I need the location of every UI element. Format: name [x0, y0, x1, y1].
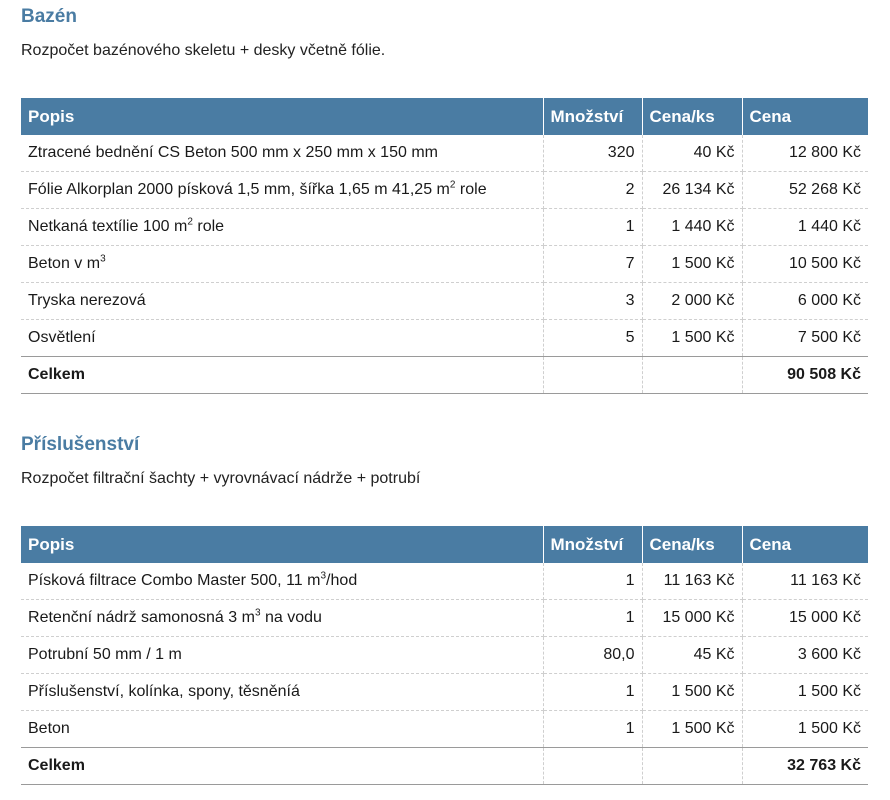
- cell-price: 52 268 Kč: [742, 172, 868, 209]
- cell-qty: 1: [543, 563, 642, 600]
- table-row: [21, 135, 868, 172]
- cell-unit-price: 40 Kč: [642, 135, 742, 172]
- cell-price: 11 163 Kč: [742, 563, 868, 600]
- header-mnozstvi: Množství: [543, 526, 642, 563]
- cell-qty: 1: [543, 209, 642, 246]
- header-popis: Popis: [21, 98, 543, 135]
- empty-cell: [642, 748, 742, 785]
- table-row: [21, 637, 868, 674]
- cell-unit-price: 1 500 Kč: [642, 674, 742, 711]
- budget-table: [21, 98, 868, 394]
- total-value: 32 763 Kč: [742, 748, 868, 785]
- cell-qty: 1: [543, 600, 642, 637]
- cell-desc: Beton: [21, 711, 543, 748]
- cell-price: 1 440 Kč: [742, 209, 868, 246]
- table-row: [21, 711, 868, 748]
- table-row: [21, 246, 868, 283]
- cell-qty: 3: [543, 283, 642, 320]
- cell-desc: Tryska nerezová: [21, 283, 543, 320]
- cell-desc: Retenční nádrž samonosná 3 $m^3$ na vodu: [21, 600, 543, 637]
- cell-desc: Netkaná textílie 100 $m^2$ role: [21, 209, 543, 246]
- cell-desc: Osvětlení: [21, 320, 543, 357]
- header-mnozstvi: Množství: [543, 98, 642, 135]
- cell-desc: Příslušenství, kolínka, spony, těsněníá: [21, 674, 543, 711]
- table-row: [21, 283, 868, 320]
- empty-cell: [543, 357, 642, 394]
- header-cena: Cena: [742, 98, 868, 135]
- table-row: [21, 563, 868, 600]
- cell-price: 15 000 Kč: [742, 600, 868, 637]
- cell-unit-price: 11 163 Kč: [642, 563, 742, 600]
- cell-desc: Beton v $m^3$: [21, 246, 543, 283]
- cell-desc: Ztracené bednění CS Beton 500 mm x 250 mm x 150 mm: [21, 135, 543, 172]
- cell-price: 7 500 Kč: [742, 320, 868, 357]
- table-row: [21, 209, 868, 246]
- cell-qty: 1: [543, 674, 642, 711]
- table-row: [21, 600, 868, 637]
- table-header-row: [21, 98, 868, 135]
- cell-unit-price: 15 000 Kč: [642, 600, 742, 637]
- total-row: [21, 357, 868, 394]
- section-title: Bazén: [21, 6, 77, 27]
- cell-qty: 2: [543, 172, 642, 209]
- cell-qty: 5: [543, 320, 642, 357]
- cell-price: 1 500 Kč: [742, 674, 868, 711]
- total-label: Celkem: [21, 748, 543, 785]
- cell-desc: Fólie Alkorplan 2000 písková 1,5 mm, šířka 1,65 m 41,25 $m^2$ role: [21, 172, 543, 209]
- cell-unit-price: 1 500 Kč: [642, 320, 742, 357]
- section-description: Rozpočet bazénového skeletu + desky včetně fólie.: [21, 42, 386, 59]
- cell-unit-price: 1 500 Kč: [642, 711, 742, 748]
- cell-price: 3 600 Kč: [742, 637, 868, 674]
- cell-unit-price: 45 Kč: [642, 637, 742, 674]
- total-label: Celkem: [21, 357, 543, 394]
- cell-unit-price: 26 134 Kč: [642, 172, 742, 209]
- cell-unit-price: 1 500 Kč: [642, 246, 742, 283]
- cell-price: 12 800 Kč: [742, 135, 868, 172]
- table-row: [21, 320, 868, 357]
- section-description: Rozpočet filtrační šachty + vyrovnávací nádrže + potrubí: [21, 470, 421, 487]
- empty-cell: [642, 357, 742, 394]
- cell-desc: Potrubní 50 mm / 1 m: [21, 637, 543, 674]
- table-row: [21, 674, 868, 711]
- cell-price: 10 500 Kč: [742, 246, 868, 283]
- header-cena-ks: Cena/ks: [642, 98, 742, 135]
- cell-desc: Písková filtrace Combo Master 500, 11 $m^3$/hod: [21, 563, 543, 600]
- table-row: [21, 172, 868, 209]
- cell-price: 6 000 Kč: [742, 283, 868, 320]
- header-cena: Cena: [742, 526, 868, 563]
- table-header-row: [21, 526, 868, 563]
- cell-qty: 1: [543, 711, 642, 748]
- empty-cell: [543, 748, 642, 785]
- cell-qty: 320: [543, 135, 642, 172]
- cell-unit-price: 2 000 Kč: [642, 283, 742, 320]
- header-cena-ks: Cena/ks: [642, 526, 742, 563]
- cell-qty: 7: [543, 246, 642, 283]
- total-value: 90 508 Kč: [742, 357, 868, 394]
- cell-price: 1 500 Kč: [742, 711, 868, 748]
- section-title: Příslušenství: [21, 434, 140, 455]
- total-row: [21, 748, 868, 785]
- cell-unit-price: 1 440 Kč: [642, 209, 742, 246]
- budget-table: [21, 526, 868, 785]
- cell-qty: 80,0: [543, 637, 642, 674]
- header-popis: Popis: [21, 526, 543, 563]
